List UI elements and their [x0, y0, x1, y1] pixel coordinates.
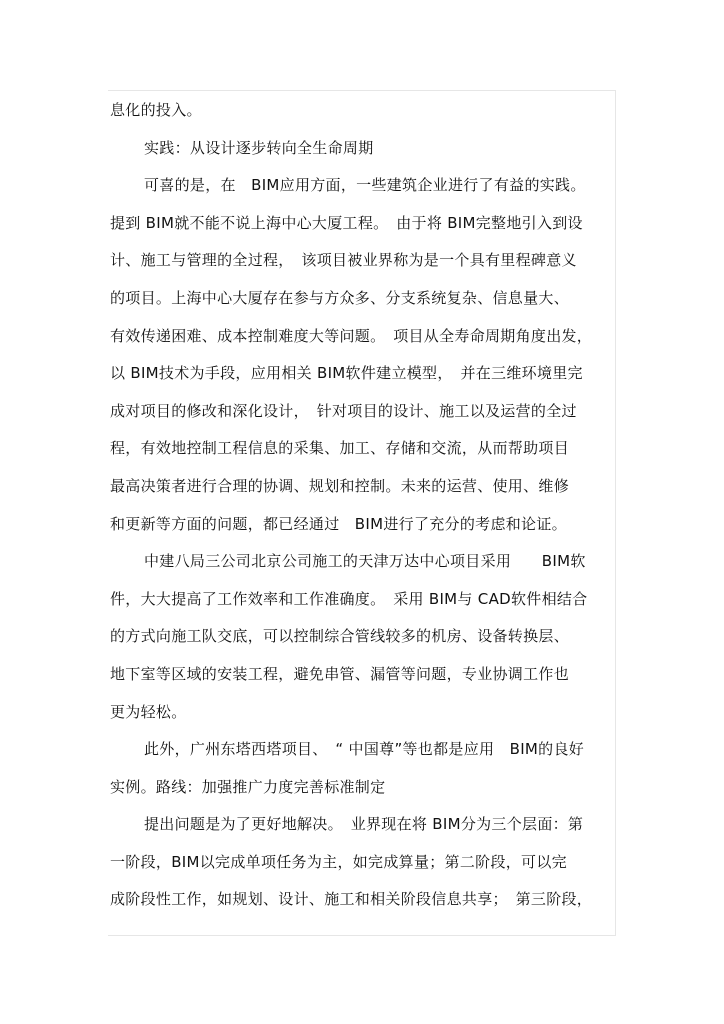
text-line: 件，大大提高了工作效率和工作准确度。 采用 BIM与 CAD软件相结合 — [110, 589, 588, 608]
text-line: 更为轻松。 — [110, 702, 187, 721]
text-line: 息化的投入。 — [110, 101, 202, 119]
text-line: 提出问题是为了更好地解决。 业界现在将 BIM分为三个层面：第 — [144, 815, 584, 834]
text-line: 成对项目的修改和深化设计， 针对项目的设计、施工以及运营的全过 — [110, 401, 577, 420]
text-line: 提到 BIM就不能不说上海中心大厦工程。 由于将 BIM完整地引入到设 — [110, 213, 583, 232]
text-line: 以 BIM技术为手段，应用相关 BIM软件建立模型， 并在三维环境里完 — [110, 364, 583, 383]
text-line: 和更新等方面的问题，都已经通过 BIM进行了充分的考虑和论证。 — [110, 514, 567, 533]
text-line: 此外，广州东塔西塔项目、 “ 中国尊”等也都是应用 BIM的良好 — [144, 740, 585, 759]
text-line: 的方式向施工队交底，可以控制综合管线较多的机房、设备转换层、 — [110, 627, 570, 646]
document-body — [110, 92, 615, 919]
text-line: 的项目。上海中心大厦存在参与方众多、分支系统复杂、信息量大、 — [110, 288, 570, 307]
text-line: 最高决策者进行合理的协调、规划和控制。未来的运营、使用、维修 — [110, 476, 570, 495]
text-line: 程，有效地控制工程信息的采集、加工、存储和交流，从而帮助项目 — [110, 439, 570, 458]
text-line: 一阶段，BIM以完成单项任务为主，如完成算量；第二阶段，可以完 — [110, 852, 567, 871]
text-line: 计、施工与管理的全过程， 该项目被业界称为是一个具有里程碑意义 — [110, 251, 577, 270]
text-line: 地下室等区域的安装工程，避免串管、漏管等问题，专业协调工作也 — [110, 664, 570, 683]
text-line: 实例。路线：加强推广力度完善标准制定 — [110, 777, 386, 796]
text-line: 可喜的是，在 BIM应用方面，一些建筑企业进行了有益的实践。 — [144, 176, 586, 195]
section-heading-line: 实践：从设计逐步转向全生命周期 — [144, 138, 374, 157]
text-line: 成阶段性工作，如规划、设计、施工和相关阶段信息共享； 第三阶段， — [110, 890, 593, 909]
text-line: 中建八局三公司北京公司施工的天津万达中心项目采用 BIM软 — [144, 552, 586, 571]
text-line: 有效传递困难、成本控制难度大等问题。 项目从全寿命周期角度出发， — [110, 326, 593, 345]
